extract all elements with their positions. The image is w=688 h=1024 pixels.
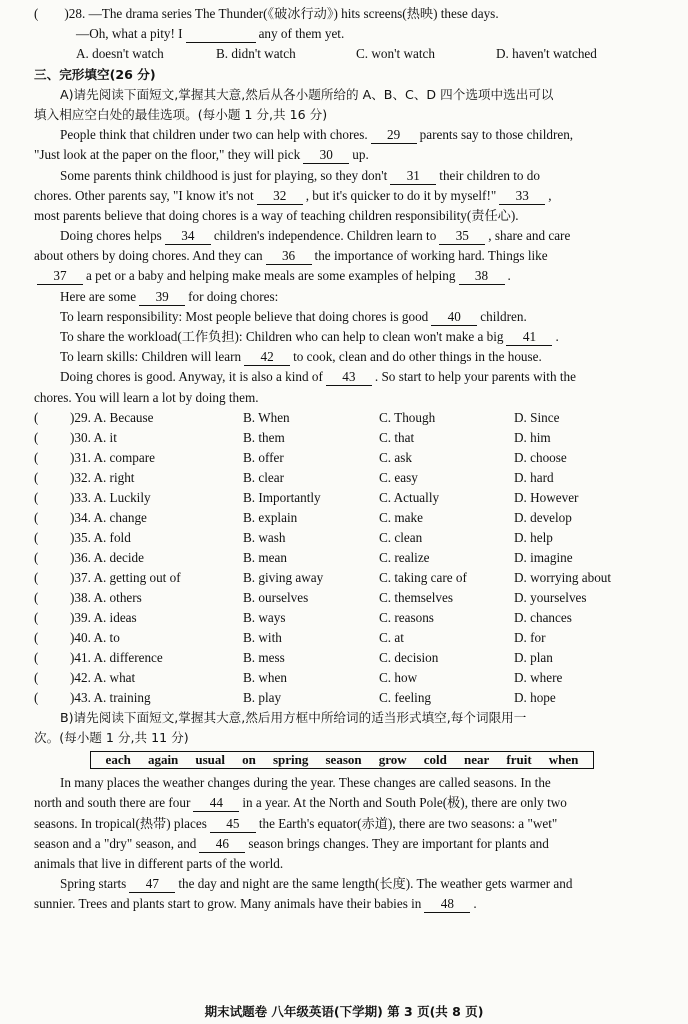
answer-paren[interactable]: ( (34, 669, 39, 685)
option-d: D. yourselves (514, 589, 587, 605)
option-b: B. Importantly (243, 489, 321, 505)
word-box-item: each (105, 752, 131, 768)
question-row (34, 628, 658, 648)
q28-options (34, 44, 658, 64)
option-d: D. where (514, 669, 563, 685)
option-a: )39. A. ideas (70, 609, 137, 625)
passage-a-line: Some parents think childhood is just for playing, so they don't 31 their children to do (60, 167, 540, 183)
option-a: )31. A. compare (70, 449, 155, 465)
blank-32[interactable]: 32 (257, 188, 303, 205)
q28-option-d: D. haven't watched (496, 46, 597, 62)
passage-a-line: Doing chores is good. Anyway, it is also a kind of 43 . So start to help your parents with the (60, 369, 576, 385)
option-d: D. him (514, 429, 551, 445)
q28-stem: )28. —The drama series The Thunder(《破冰行动》) hits screens(热映) these days. (64, 6, 499, 21)
page-footer: 期末试题卷 八年级英语(下学期) 第 3 页(共 8 页) (204, 1004, 484, 1019)
q28-option-a: A. doesn't watch (76, 46, 164, 62)
question-row (34, 568, 658, 588)
passage-b-line: Spring starts 47 the day and night are the same length(长度). The weather gets warmer and (60, 876, 573, 892)
question-row (34, 508, 658, 528)
q28-stem-line1 (34, 4, 658, 24)
answer-paren: ( (34, 6, 39, 21)
blank-29[interactable]: 29 (371, 127, 417, 144)
option-b: B. ways (243, 609, 286, 625)
option-a: )33. A. Luckily (70, 489, 151, 505)
question-list (34, 408, 658, 708)
option-d: D. chances (514, 609, 572, 625)
option-d: D. for (514, 629, 546, 645)
option-d: D. However (514, 489, 579, 505)
blank-47[interactable]: 47 (129, 876, 175, 893)
answer-paren[interactable]: ( (34, 489, 39, 505)
option-a: )40. A. to (70, 629, 120, 645)
answer-paren[interactable]: ( (34, 409, 39, 425)
q28-option-c: C. won't watch (356, 46, 435, 62)
option-b: B. them (243, 429, 285, 445)
answer-paren[interactable]: ( (34, 529, 39, 545)
question-row (34, 528, 658, 548)
q28-option-b: B. didn't watch (216, 46, 296, 62)
answer-paren[interactable]: ( (34, 469, 39, 485)
option-c: C. realize (379, 549, 430, 565)
option-b: B. mean (243, 549, 287, 565)
option-b: B. clear (243, 469, 285, 485)
part-b-instruction-cont: 次。(每小题 1 分,共 11 分) (34, 729, 189, 745)
option-b: B. with (243, 629, 282, 645)
blank-46[interactable]: 46 (199, 836, 245, 853)
option-c: C. Though (379, 409, 436, 425)
passage-b-line: animals that live in different parts of the world. (34, 855, 284, 871)
answer-paren[interactable]: ( (34, 649, 39, 665)
question-row (34, 488, 658, 508)
blank-48[interactable]: 48 (424, 896, 470, 913)
question-row (34, 468, 658, 488)
question-row (34, 608, 658, 628)
answer-paren[interactable]: ( (34, 449, 39, 465)
option-b: B. mess (243, 649, 285, 665)
passage-a-line: Doing chores helps 34 children's independence. Children learn to 35 , share and care (60, 228, 571, 244)
word-box-item: spring (272, 752, 309, 768)
passage-a-line: People think that children under two can help with chores. 29 parents say to those children, (60, 127, 574, 143)
part-a-instruction-cont: 填入相应空白处的最佳选项。(每小题 1 分,共 16 分) (34, 106, 328, 122)
blank-42[interactable]: 42 (244, 349, 290, 366)
passage-a-line: To learn responsibility: Most people believe that doing chores is good 40 children. (60, 308, 527, 324)
blank-40[interactable]: 40 (431, 309, 477, 326)
passage-a-line: 37 a pet or a baby and helping make meals are some examples of helping 38 . (34, 266, 658, 286)
option-a: )38. A. others (70, 589, 142, 605)
q28-blank[interactable] (186, 26, 256, 43)
word-box-item: grow (378, 752, 407, 768)
option-a: )42. A. what (70, 669, 136, 685)
blank-31[interactable]: 31 (390, 168, 436, 185)
option-a: )30. A. it (70, 429, 117, 445)
option-c: C. clean (379, 529, 423, 545)
option-c: C. feeling (379, 689, 432, 705)
option-c: C. themselves (379, 589, 453, 605)
answer-paren[interactable]: ( (34, 429, 39, 445)
question-row (34, 688, 658, 708)
passage-b-line: sunnier. Trees and plants start to grow. Many animals have their babies in 48 . (34, 896, 477, 912)
option-a: )41. A. difference (70, 649, 163, 665)
option-d: D. worrying about (514, 569, 612, 585)
option-a: )34. A. change (70, 509, 147, 525)
passage-b-line: north and south there are four 44 in a year. At the North and South Pole(极), there are only two (34, 795, 567, 811)
option-c: C. taking care of (379, 569, 467, 585)
option-a: )35. A. fold (70, 529, 131, 545)
answer-paren[interactable]: ( (34, 609, 39, 625)
option-a: )32. A. right (70, 469, 135, 485)
passage-a-line: chores. Other parents say, "I know it's not 32 , but it's quicker to do it by myself!" 33 , (34, 187, 552, 203)
passage-a-line: "Just look at the paper on the floor," they will pick 30 up. (34, 147, 369, 163)
option-c: C. decision (379, 649, 439, 665)
option-b: B. offer (243, 449, 284, 465)
passage-b-line: seasons. In tropical(热带) places 45 the Earth's equator(赤道), there are two seasons: a "wet" (34, 815, 558, 831)
part-a-instruction: A)请先阅读下面短文,掌握其大意,然后从各小题所给的 A、B、C、D 四个选项中选出可以 (60, 86, 554, 102)
blank-30[interactable]: 30 (303, 147, 349, 164)
answer-paren[interactable]: ( (34, 629, 39, 645)
option-d: D. hard (514, 469, 554, 485)
word-box-item: usual (195, 752, 226, 768)
answer-paren[interactable]: ( (34, 689, 39, 705)
option-d: D. plan (514, 649, 553, 665)
blank-43[interactable]: 43 (326, 369, 372, 386)
passage-a-line: To learn skills: Children will learn 42 to cook, clean and do other things in the house. (60, 349, 542, 365)
question-row (34, 428, 658, 448)
question-row (34, 548, 658, 568)
question-row (34, 588, 658, 608)
passage-a-line: Here are some 39 for doing chores: (60, 288, 279, 304)
option-d: D. Since (514, 409, 560, 425)
part-b-instruction: B)请先阅读下面短文,掌握其大意,然后用方框中所给词的适当形式填空,每个词限用一 (60, 709, 527, 725)
option-c: C. make (379, 509, 423, 525)
option-a: )36. A. decide (70, 549, 144, 565)
word-box (90, 751, 594, 769)
option-d: D. develop (514, 509, 572, 525)
blank-35[interactable]: 35 (439, 228, 485, 245)
answer-paren[interactable]: ( (34, 589, 39, 605)
answer-paren[interactable]: ( (34, 549, 39, 565)
option-c: C. Actually (379, 489, 440, 505)
q28-stem-line2: —Oh, what a pity! I any of them yet. (76, 26, 345, 42)
passage-a-line: most parents believe that doing chores is a way of teaching children responsibility(责任心). (34, 207, 519, 223)
option-b: B. giving away (243, 569, 324, 585)
blank-44[interactable]: 44 (193, 795, 239, 812)
blank-38[interactable]: 38 (459, 268, 505, 285)
word-box-item: season (325, 752, 362, 768)
question-row (34, 448, 658, 468)
option-d: D. choose (514, 449, 567, 465)
option-b: B. ourselves (243, 589, 309, 605)
blank-39[interactable]: 39 (139, 289, 185, 306)
option-a: )43. A. training (70, 689, 151, 705)
passage-b-line: In many places the weather changes during the year. These changes are called seasons. In the (60, 775, 551, 791)
blank-34[interactable]: 34 (165, 228, 211, 245)
passage-a-line: chores. You will learn a lot by doing them. (34, 389, 259, 405)
blank-33[interactable]: 33 (499, 188, 545, 205)
word-box-item: on (242, 752, 256, 768)
option-c: C. how (379, 669, 418, 685)
passage-a-line: about others by doing chores. And they can 36 the importance of working hard. Things like (34, 248, 548, 264)
option-b: B. when (243, 669, 287, 685)
option-c: C. that (379, 429, 415, 445)
word-box-item: again (147, 752, 179, 768)
blank-41[interactable]: 41 (506, 329, 552, 346)
question-row (34, 668, 658, 688)
option-b: B. When (243, 409, 290, 425)
blank-37[interactable]: 37 (37, 268, 83, 285)
blank-45[interactable]: 45 (210, 816, 256, 833)
option-b: B. wash (243, 529, 286, 545)
option-b: B. explain (243, 509, 298, 525)
option-b: B. play (243, 689, 282, 705)
question-row (34, 408, 658, 428)
option-d: D. help (514, 529, 553, 545)
word-box-item: near (464, 752, 490, 768)
option-a: )37. A. getting out of (70, 569, 181, 585)
option-c: C. at (379, 629, 404, 645)
word-box-item: when (548, 752, 579, 768)
passage-a-line: To share the workload(工作负担): Children who can help to clean won't make a big 41 . (60, 329, 559, 344)
passage-b-line: season and a "dry" season, and 46 season brings changes. They are important for plants and (34, 835, 549, 851)
option-c: C. easy (379, 469, 418, 485)
blank-36[interactable]: 36 (266, 248, 312, 265)
word-box-item: fruit (506, 752, 532, 768)
option-d: D. imagine (514, 549, 573, 565)
option-d: D. hope (514, 689, 556, 705)
answer-paren[interactable]: ( (34, 509, 39, 525)
answer-paren[interactable]: ( (34, 569, 39, 585)
option-c: C. reasons (379, 609, 434, 625)
section-heading: 三、完形填空(26 分) (34, 66, 156, 82)
option-c: C. ask (379, 449, 412, 465)
word-box-item: cold (423, 752, 447, 768)
option-a: )29. A. Because (70, 409, 154, 425)
question-row (34, 648, 658, 668)
